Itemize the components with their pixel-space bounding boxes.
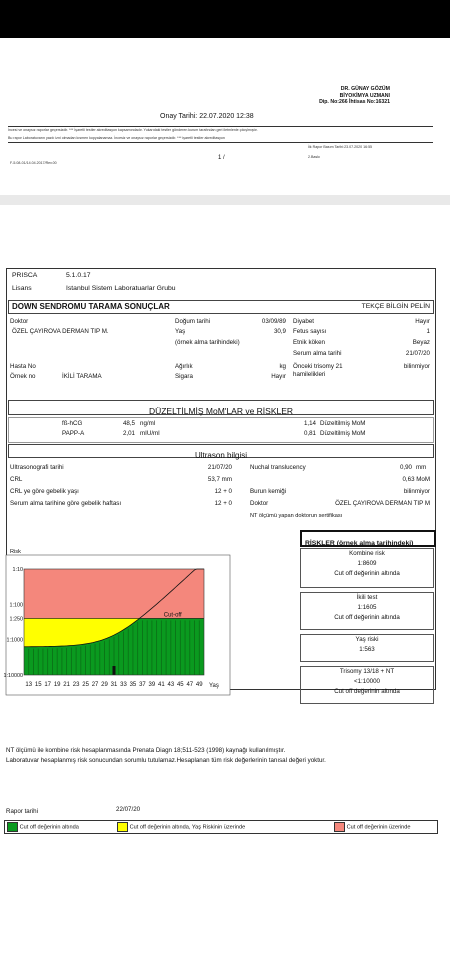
serum-value: 21/07/20 [405, 350, 430, 357]
chart-ylabel: Risk [10, 549, 21, 555]
disclaimer-line-1: İncesi ve onaysız raporlar geçersizdir. *** İşaretli testler akreditasyon kapsamındadır. Yukarıdaki testler gönderen kurum tarafından geri iletmlenle çıkışlmıştır. [8, 128, 258, 132]
risk-status: Cut off değerinin altında [334, 614, 400, 621]
license-label: Lisans [12, 285, 32, 292]
chart-plot-area [4, 567, 219, 689]
legend-item-red [334, 822, 411, 832]
nt-unit: mm [416, 464, 427, 471]
x-tick-label: 33 [120, 682, 127, 688]
weight-label: Ağırlık [175, 363, 193, 370]
risk-name: Kombine risk [349, 550, 385, 557]
legend-item-green [7, 822, 79, 832]
screening-title-bar [8, 300, 434, 314]
sample-no-label: Örnek no [10, 373, 36, 380]
header-divider-2 [8, 142, 433, 143]
risk-box [300, 634, 434, 662]
approval-label: Onay Tarihi: [160, 113, 198, 120]
mom-analyte-unit: ng/ml [140, 420, 156, 427]
x-tick-label: 47 [186, 682, 194, 688]
x-tick-label: 19 [53, 682, 61, 688]
mom-analyte-value: 2,01 [122, 430, 135, 437]
license-value: Istanbul Sistem Laboratuarlar Grubu [66, 285, 176, 292]
mom-title: DÜZELTİLMİŞ MoM'LAR ve RİSKLER [148, 406, 294, 416]
x-tick-label: 15 [34, 682, 42, 688]
serum-age-label: Serum alma tarihine göre gebelik haftası [10, 500, 122, 507]
approval-date [160, 113, 254, 120]
risk-chart [3, 555, 230, 695]
serum-age-value: 12 + 0 [214, 500, 232, 507]
note-line-2: Laboratuvar hesaplanmış risk sonucundan sorumlu tutulamaz.Hesaplanan tüm risk değerlerinin tanısal değeri yoktur. [6, 757, 326, 764]
fetus-value: 1 [426, 328, 430, 335]
birth-value: 03/09/89 [261, 318, 286, 325]
risk-name: Yaş riski [355, 636, 379, 643]
y-tick-label: 1:10000 [3, 673, 23, 679]
x-tick-label: 27 [91, 682, 99, 688]
fetus-label: Fetus sayısı [293, 328, 327, 335]
mom-analyte-name: fß-hCG [62, 420, 83, 427]
page-separator [0, 195, 450, 205]
age-label: Yaş [175, 328, 186, 335]
sample-note: (örnek alma tarihindeki) [175, 339, 240, 346]
note-line-1: NT ölçümü ile kombine risk hesaplanmasında Prenata Diagn 18;511-523 (1998) kaynağı kullanılmıştır. [6, 747, 286, 754]
risk-status: Cut off değerinin altında [334, 570, 400, 577]
diabetes-label: Diyabet [293, 318, 314, 325]
sample-no-value: İKİLİ TARAMA [62, 373, 102, 380]
birth-label: Doğum tarihi [175, 318, 211, 325]
mom-analyte-name: PAPP-A [62, 430, 85, 437]
doctor-value: ÖZEL ÇAYIROVA DERMAN TIP M. [12, 328, 109, 335]
legend-label-yellow: Cut off değerinin altında, Yaş Riskinin üzerinde [129, 824, 246, 831]
nt-value: 0,90 [399, 464, 412, 471]
risk-box [300, 548, 434, 588]
print-count: 2.Baskı [308, 155, 320, 159]
report-date-label: Rapor tarihi [6, 808, 38, 815]
legend-label-red: Cut off değerinin üzerinde [346, 824, 411, 831]
disclaimer-line-2: Bu rapor Laboratuvarın yazılı izni olmadan kısmen kopyalanamaz. İncesiz ve onaysız raporlar geçersizdir. *** işaretli testler akreditasyon [8, 136, 225, 140]
risk-status: Cut off değerinin altında [334, 688, 400, 695]
top-black-bar [0, 0, 450, 38]
age-value: 30,9 [273, 328, 286, 335]
mom-analyte-value: 48,5 [122, 420, 135, 427]
x-tick-label: 21 [63, 682, 70, 688]
mom-analyte-unit: mIU/ml [140, 430, 160, 437]
form-code: F-5.08-01/14.04.2017/Rev.00 [10, 161, 57, 165]
nasal-label: Burun kemiği [250, 488, 287, 495]
us-date-value: 21/07/20 [207, 464, 232, 471]
serum-label: Serum alma tarihi [293, 350, 342, 357]
risks-title-box [300, 530, 436, 547]
x-tick-label: 45 [176, 682, 184, 688]
patient-marker [113, 666, 116, 675]
doctor-name: DR. GÜNAY GÖZÜM [340, 86, 390, 92]
legend-swatch-green [7, 822, 18, 832]
mom-title-bar [8, 400, 434, 415]
risk-value: <1:10000 [354, 678, 380, 685]
crl-label: CRL [10, 476, 23, 483]
crl-age-label: CRL ye göre gebelik yaşı [10, 488, 79, 495]
legend-swatch-red [334, 822, 345, 832]
mom-label: Düzeltilmiş MoM [320, 430, 366, 437]
crl-age-value: 12 + 0 [214, 488, 232, 495]
nt-label: Nuchal translucency [250, 464, 306, 471]
prev-trisomy-label: Önceki trisomy 21 hamilelikleri [293, 363, 343, 378]
legend-item-yellow [117, 822, 245, 832]
ethnic-value: Beyaz [412, 339, 430, 346]
weight-unit: kg [279, 363, 286, 370]
y-tick-label: 1:10 [12, 567, 23, 573]
patient-no-label: Hasta No [10, 363, 36, 370]
us-doctor-label: Doktor [250, 500, 269, 507]
x-tick-label: 49 [195, 682, 203, 688]
diabetes-value: Hayır [415, 318, 430, 325]
x-axis-label: Yaş [209, 683, 219, 689]
x-tick-label: 37 [139, 682, 146, 688]
color-legend [4, 820, 438, 834]
x-tick-label: 41 [158, 682, 165, 688]
risk-value: 1:8609 [357, 560, 377, 567]
page-number: 1 / [218, 155, 225, 161]
doctor-diploma: Dip. No:266 İhtisas No:16321 [319, 99, 390, 106]
prisca-name: PRISCA [12, 272, 38, 279]
header-divider [8, 126, 433, 127]
x-tick-label: 35 [129, 682, 137, 688]
nt-mom: 0,63 MoM [402, 476, 430, 483]
x-tick-label: 25 [82, 682, 89, 688]
crl-value: 53,7 mm [207, 476, 232, 483]
x-tick-label: 23 [72, 682, 80, 688]
mom-value: 0,81 [303, 430, 316, 437]
cert-note: NT ölçümü yapan doktorun sertifikası [250, 513, 343, 519]
x-tick-label: 13 [25, 682, 33, 688]
mom-value: 1,14 [303, 420, 316, 427]
risk-box [300, 666, 434, 704]
smoker-value: Hayır [271, 373, 286, 380]
ultrasound-title: Ultrason bilgisi [194, 451, 248, 460]
y-tick-label: 1:250 [9, 616, 23, 623]
report-date-value: 22/07/20 [116, 806, 141, 813]
x-tick-label: 39 [148, 682, 156, 688]
patient-name: TEKÇE BİLGİN PELİN [361, 303, 430, 310]
risk-box [300, 592, 434, 630]
risk-name: Trisomy 13/18 + NT [339, 668, 395, 675]
risks-title: RİSKLER (örnek alma tarihindeki) [305, 540, 414, 547]
region-above-cutoff [24, 569, 204, 618]
risk-name: İkili test [356, 594, 378, 601]
x-tick-label: 43 [167, 682, 175, 688]
prev-trisomy-value: bilinmiyor [403, 363, 430, 370]
cutoff-label: Cut-off [163, 612, 182, 619]
screening-title: DOWN SENDROMU TARAMA SONUÇLAR [12, 302, 170, 311]
nasal-value: bilinmiyor [403, 488, 430, 495]
doctor-title: BİYOKİMYA UZMANI [339, 92, 390, 99]
ethnic-label: Etnik köken [293, 339, 325, 346]
doctor-label: Doktor [10, 318, 29, 325]
legend-label-green: Cut off değerinin altında [19, 824, 79, 831]
us-doctor-value: ÖZEL ÇAYIROVA DERMAN TIP M [335, 500, 430, 507]
ultrasound-title-bar [8, 444, 434, 458]
x-tick-label: 29 [101, 682, 108, 688]
risk-value: 1:563 [359, 646, 375, 653]
print-date: İlk Rapor Basım Tarihi:23.07.2020 16:55 [308, 145, 373, 149]
y-tick-label: 1:1000 [6, 637, 23, 644]
doctor-signature-block [230, 86, 390, 106]
approval-value: 22.07.2020 12:38 [199, 113, 254, 120]
risk-value: 1:1605 [357, 604, 377, 611]
legend-swatch-yellow [117, 822, 128, 832]
x-tick-label: 17 [44, 682, 52, 688]
us-date-label: Ultrasonografi tarihi [10, 464, 64, 471]
y-tick-label: 1:100 [9, 602, 23, 609]
x-tick-label: 31 [110, 682, 118, 688]
mom-label: Düzeltilmiş MoM [320, 420, 366, 427]
prisca-version: 5.1.0.17 [66, 272, 91, 279]
smoker-label: Sigara [175, 373, 193, 380]
